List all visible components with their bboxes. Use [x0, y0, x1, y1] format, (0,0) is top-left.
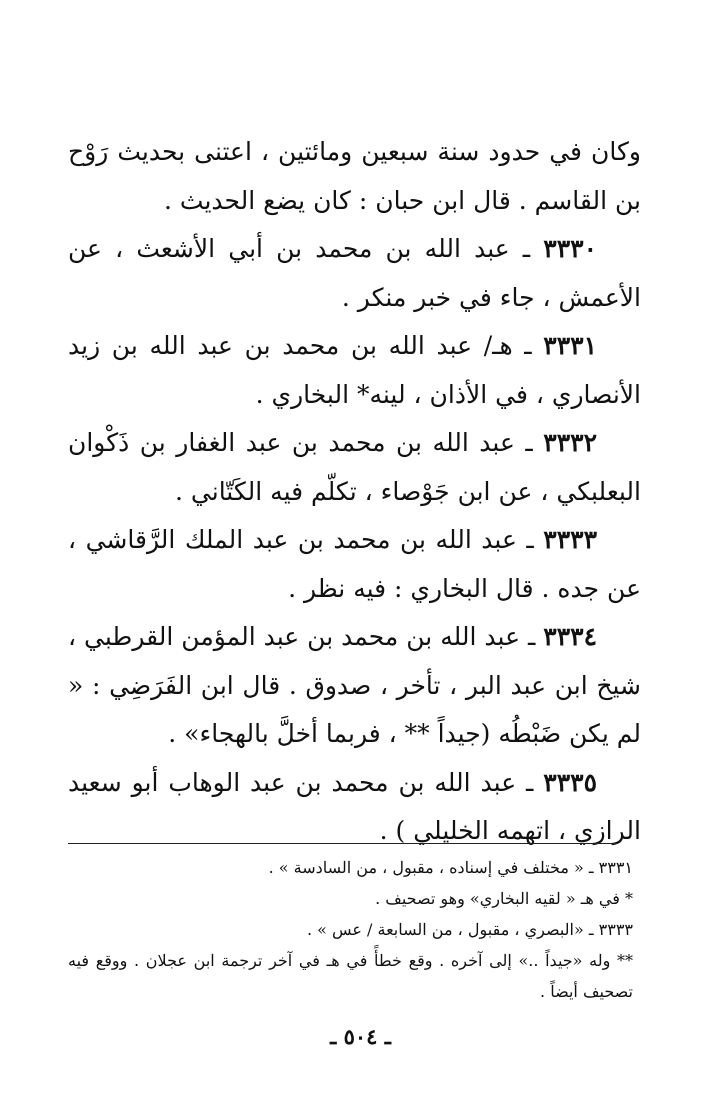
entry-3331 — [68, 322, 641, 419]
continuation-paragraph: وكان في حدود سنة سبعين ومائتين ، اعتنى بحديث رَوْح بن القاسم . قال ابن حبان : كان يضع الحديث . — [68, 137, 641, 215]
entry-text: ـ عبد الله بن محمد بن أبي الأشعث ، عن الأعمش ، جاء في خبر منكر . — [68, 234, 641, 312]
entry-3335 — [68, 759, 641, 856]
page-number: ـ ٥٠٤ ـ — [330, 1024, 391, 1049]
footnotes — [68, 852, 633, 1007]
entry-text: ـ هـ/ عبد الله بن محمد بن عبد الله بن زيد الأنصاري ، في الأذان ، لينه* البخاري . — [68, 331, 641, 409]
entry-3333 — [68, 516, 641, 613]
entry-number: ٣٣٣٥ — [543, 767, 597, 797]
footnote-divider — [68, 843, 618, 844]
entry-3330 — [68, 225, 641, 322]
entry-number: ٣٣٣٠ — [543, 234, 597, 263]
footnote: ٣٣٣١ ـ « مختلف في إسناده ، مقبول ، من السادسة » . — [268, 858, 633, 877]
footnote: ** وله «جيداً ..» إلى آخره . وقع خطأً في هـ في آخر ترجمة ابن عجلان . ووقع فيه تصحيف أيضاً . — [68, 951, 633, 1001]
entry-number: ٣٣٣٤ — [543, 622, 597, 651]
entry-text: ـ عبد الله بن محمد بن عبد الملك الرَّقاشي ، عن جده . قال البخاري : فيه نظر . — [68, 525, 641, 603]
entry-3332 — [68, 419, 641, 516]
entry-3334 — [68, 613, 641, 759]
footnote: * في هـ « لقيه البخاري» وهو تصحيف . — [375, 889, 633, 908]
footnote: ٣٣٣٣ ـ «البصري ، مقبول ، من السابعة / عس » . — [306, 920, 633, 939]
entry-number: ٣٣٣٣ — [543, 525, 597, 554]
entry-number: ٣٣٣١ — [543, 331, 597, 360]
entry-number: ٣٣٣٢ — [543, 428, 597, 457]
entry-text: ـ عبد الله بن محمد بن عبد الغفار بن ذَكْوان البعلبكي ، عن ابن جَوْصاء ، تكلّم فيه الكَتّاني . — [68, 428, 641, 506]
main-text — [68, 128, 641, 856]
entry-text: ـ عبد الله بن محمد بن عبد الوهاب أبو سعيد الرازي ، اتهمه الخليلي ) . — [68, 767, 641, 845]
entry-text: ـ عبد الله بن محمد بن عبد المؤمن القرطبي ، شيخ ابن عبد البر ، تأخر ، صدوق . قال ابن الفَرَضِي : « لم يكن ضَبْطُه (جيداً ** ، فربما أخلَّ بالهجاء» . — [68, 622, 641, 748]
